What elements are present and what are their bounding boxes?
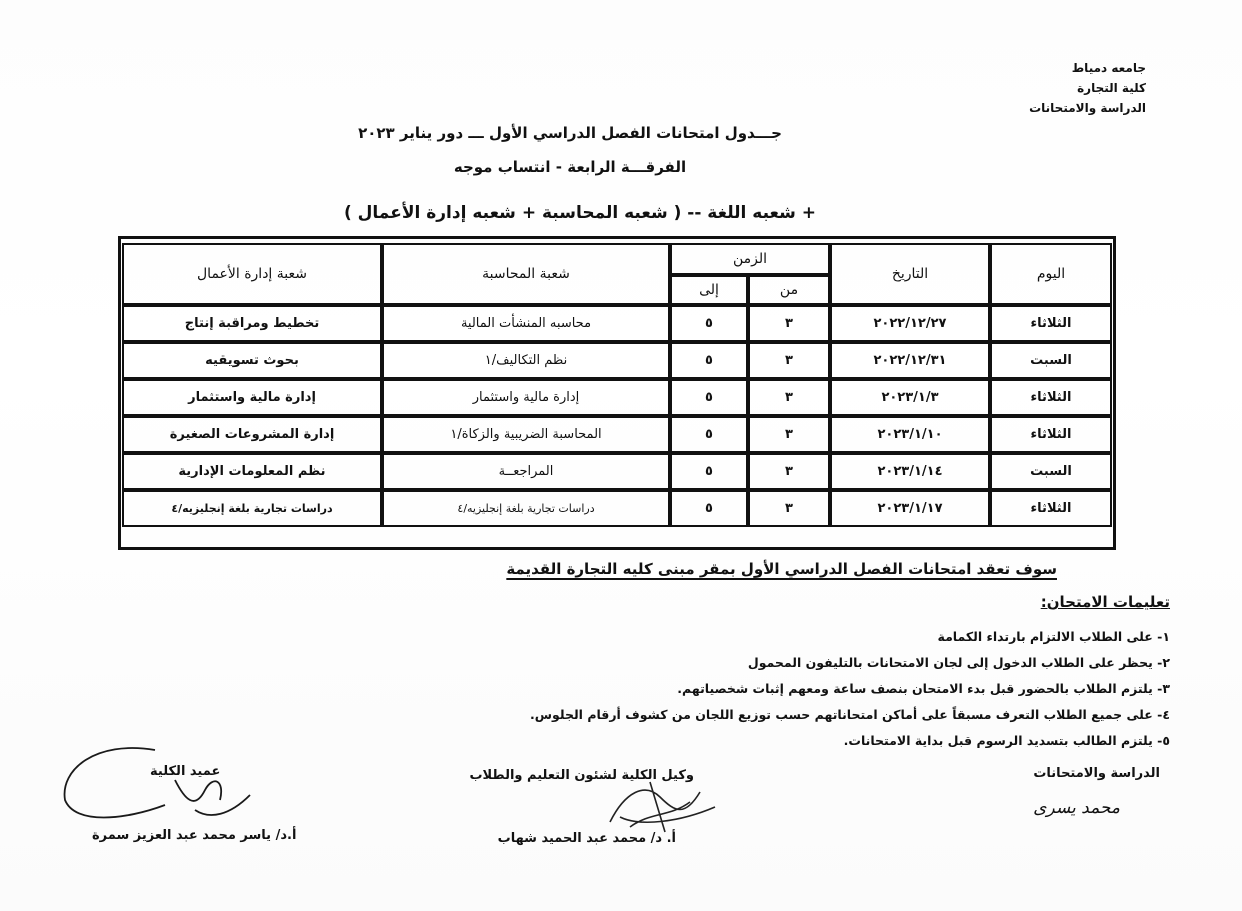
cell-from: ٣: [748, 342, 830, 379]
dean-name: أ.د/ ياسر محمد عبد العزيز سمرة: [92, 828, 297, 843]
cell-accounting: المراجعــة: [382, 453, 670, 490]
exams-office-signature: محمد يسرى: [1033, 798, 1120, 818]
cell-date: ٢٠٢٢/١٢/٣١: [830, 342, 990, 379]
cell-day: الثلاثاء: [990, 416, 1112, 453]
cell-to: ٥: [670, 342, 748, 379]
institution-header: [986, 58, 1146, 118]
cell-business: تخطيط ومراقبة إنتاج: [122, 305, 382, 342]
cell-accounting: محاسبه المنشأت المالية: [382, 305, 670, 342]
faculty-name: كلية التجارة: [1077, 81, 1146, 95]
instructions-title: تعليمات الامتحان:: [1040, 593, 1170, 611]
dean-signature-icon: [55, 740, 265, 840]
cell-date: ٢٠٢٣/١/٣: [830, 379, 990, 416]
cell-day: الثلاثاء: [990, 305, 1112, 342]
cell-business: نظم المعلومات الإدارية: [122, 453, 382, 490]
table-row: [122, 305, 1112, 342]
university-name: جامعه دمياط: [1071, 61, 1146, 75]
header-time: الزمن: [670, 243, 830, 275]
cell-day: الثلاثاء: [990, 490, 1112, 527]
schedule-title: جـــدول امتحانات الفصل الدراسي الأول ـــ دور يناير ٢٠٢٣: [358, 124, 782, 142]
cell-from: ٣: [748, 490, 830, 527]
table-row: [122, 342, 1112, 379]
cell-to: ٥: [670, 490, 748, 527]
vice-dean-name: أ. د/ محمد عبد الحميد شهاب: [497, 831, 676, 846]
level-subtitle: الفرقـــة الرابعة - انتساب موجه: [453, 158, 687, 176]
cell-date: ٢٠٢٣/١/١٠: [830, 416, 990, 453]
department-name: الدراسة والامتحانات: [1029, 101, 1146, 115]
header-date: التاريخ: [830, 243, 990, 305]
cell-business: إدارة المشروعات الصغيرة: [122, 416, 382, 453]
header-business: شعبة إدارة الأعمال: [122, 243, 382, 305]
cell-date: ٢٠٢٣/١/١٤: [830, 453, 990, 490]
header-to: إلى: [670, 275, 748, 305]
header-accounting: شعبة المحاسبة: [382, 243, 670, 305]
cell-day: الثلاثاء: [990, 379, 1112, 416]
cell-business: دراسات تجارية بلغة إنجليزيه/٤: [122, 490, 382, 527]
cell-business: بحوث تسويقيه: [122, 342, 382, 379]
instructions-list: [450, 624, 1170, 754]
list-item: ٥- يلتزم الطالب بتسديد الرسوم قبل بداية الامتحانات.: [843, 733, 1170, 748]
cell-date: ٢٠٢٢/١٢/٢٧: [830, 305, 990, 342]
cell-from: ٣: [748, 379, 830, 416]
vice-dean-label: وكيل الكلية لشئون التعليم والطلاب: [469, 768, 694, 783]
cell-to: ٥: [670, 453, 748, 490]
cell-accounting: المحاسبة الضريبية والزكاة/١: [382, 416, 670, 453]
header-from: من: [748, 275, 830, 305]
divisions-subtitle: + شعبه اللغة -- ( شعبه المحاسبة + شعبه إدارة الأعمال ): [343, 203, 817, 223]
table-row: [122, 490, 1112, 527]
list-item: ٤- على جميع الطلاب التعرف مسبقاً على أماكن امتحاناتهم حسب توزيع اللجان من كشوف أرقام الجلوس.: [530, 707, 1170, 722]
list-item: ١- على الطلاب الالتزام بارتداء الكمامة: [937, 629, 1170, 644]
dean-label: عميد الكلية: [150, 764, 221, 779]
cell-day: السبت: [990, 453, 1112, 490]
cell-from: ٣: [748, 453, 830, 490]
cell-date: ٢٠٢٣/١/١٧: [830, 490, 990, 527]
cell-accounting: إدارة مالية واستثمار: [382, 379, 670, 416]
exams-office-label: الدراسة والامتحانات: [1033, 766, 1160, 781]
list-item: ٢- يحظر على الطلاب الدخول إلى لجان الامتحانات بالتليفون المحمول: [747, 655, 1170, 670]
cell-business: إدارة مالية واستثمار: [122, 379, 382, 416]
table-row: [122, 416, 1112, 453]
venue-notice: سوف تعقد امتحانات الفصل الدراسي الأول بمقر مبنى كليه التجارة القديمة: [506, 560, 1057, 578]
cell-from: ٣: [748, 416, 830, 453]
cell-accounting: دراسات تجارية بلغة إنجليزيه/٤: [382, 490, 670, 527]
cell-day: السبت: [990, 342, 1112, 379]
header-day: اليوم: [990, 243, 1112, 305]
table-row: [122, 453, 1112, 490]
cell-to: ٥: [670, 379, 748, 416]
cell-to: ٥: [670, 305, 748, 342]
cell-to: ٥: [670, 416, 748, 453]
cell-from: ٣: [748, 305, 830, 342]
table-row: [122, 379, 1112, 416]
list-item: ٣- يلتزم الطلاب بالحضور قبل بدء الامتحان بنصف ساعة ومعهم إثبات شخصياتهم.: [677, 681, 1170, 696]
exam-schedule-table: [122, 243, 1112, 527]
cell-accounting: نظم التكاليف/١: [382, 342, 670, 379]
